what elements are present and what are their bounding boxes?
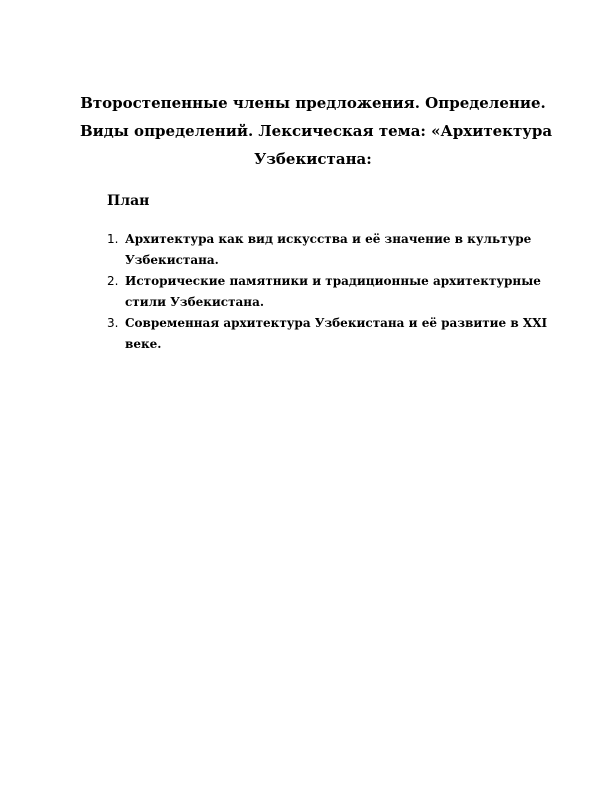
- document-title: [80, 89, 553, 173]
- title-line: Второстепенные члены предложения. Определение.: [80, 94, 546, 112]
- plan-item-line: Узбекистана.: [125, 253, 219, 267]
- plan-item: [107, 229, 567, 271]
- plan-item-line: Архитектура как вид искусства и её значение в культуре: [125, 232, 532, 246]
- title-line: Узбекистана:: [254, 150, 372, 168]
- plan-item-line: Современная архитектура Узбекистана и её развитие в XXI: [125, 316, 548, 330]
- plan-item: [107, 313, 567, 355]
- plan-item: [107, 271, 567, 313]
- plan-heading: План: [107, 193, 150, 209]
- plan-item-text: [125, 229, 567, 271]
- plan-item-text: [125, 313, 567, 355]
- plan-item-line: Исторические памятники и традиционные архитектурные: [125, 274, 541, 288]
- plan-list: [107, 229, 567, 355]
- plan-item-number: 2.: [107, 274, 119, 288]
- plan-item-number: 3.: [107, 316, 119, 330]
- plan-item-text: [125, 271, 567, 313]
- plan-item-line: веке.: [125, 337, 162, 351]
- title-line: Виды определений. Лексическая тема: «Архитектура: [80, 122, 553, 140]
- plan-item-number: 1.: [107, 232, 119, 246]
- plan-item-line: стили Узбекистана.: [125, 295, 265, 309]
